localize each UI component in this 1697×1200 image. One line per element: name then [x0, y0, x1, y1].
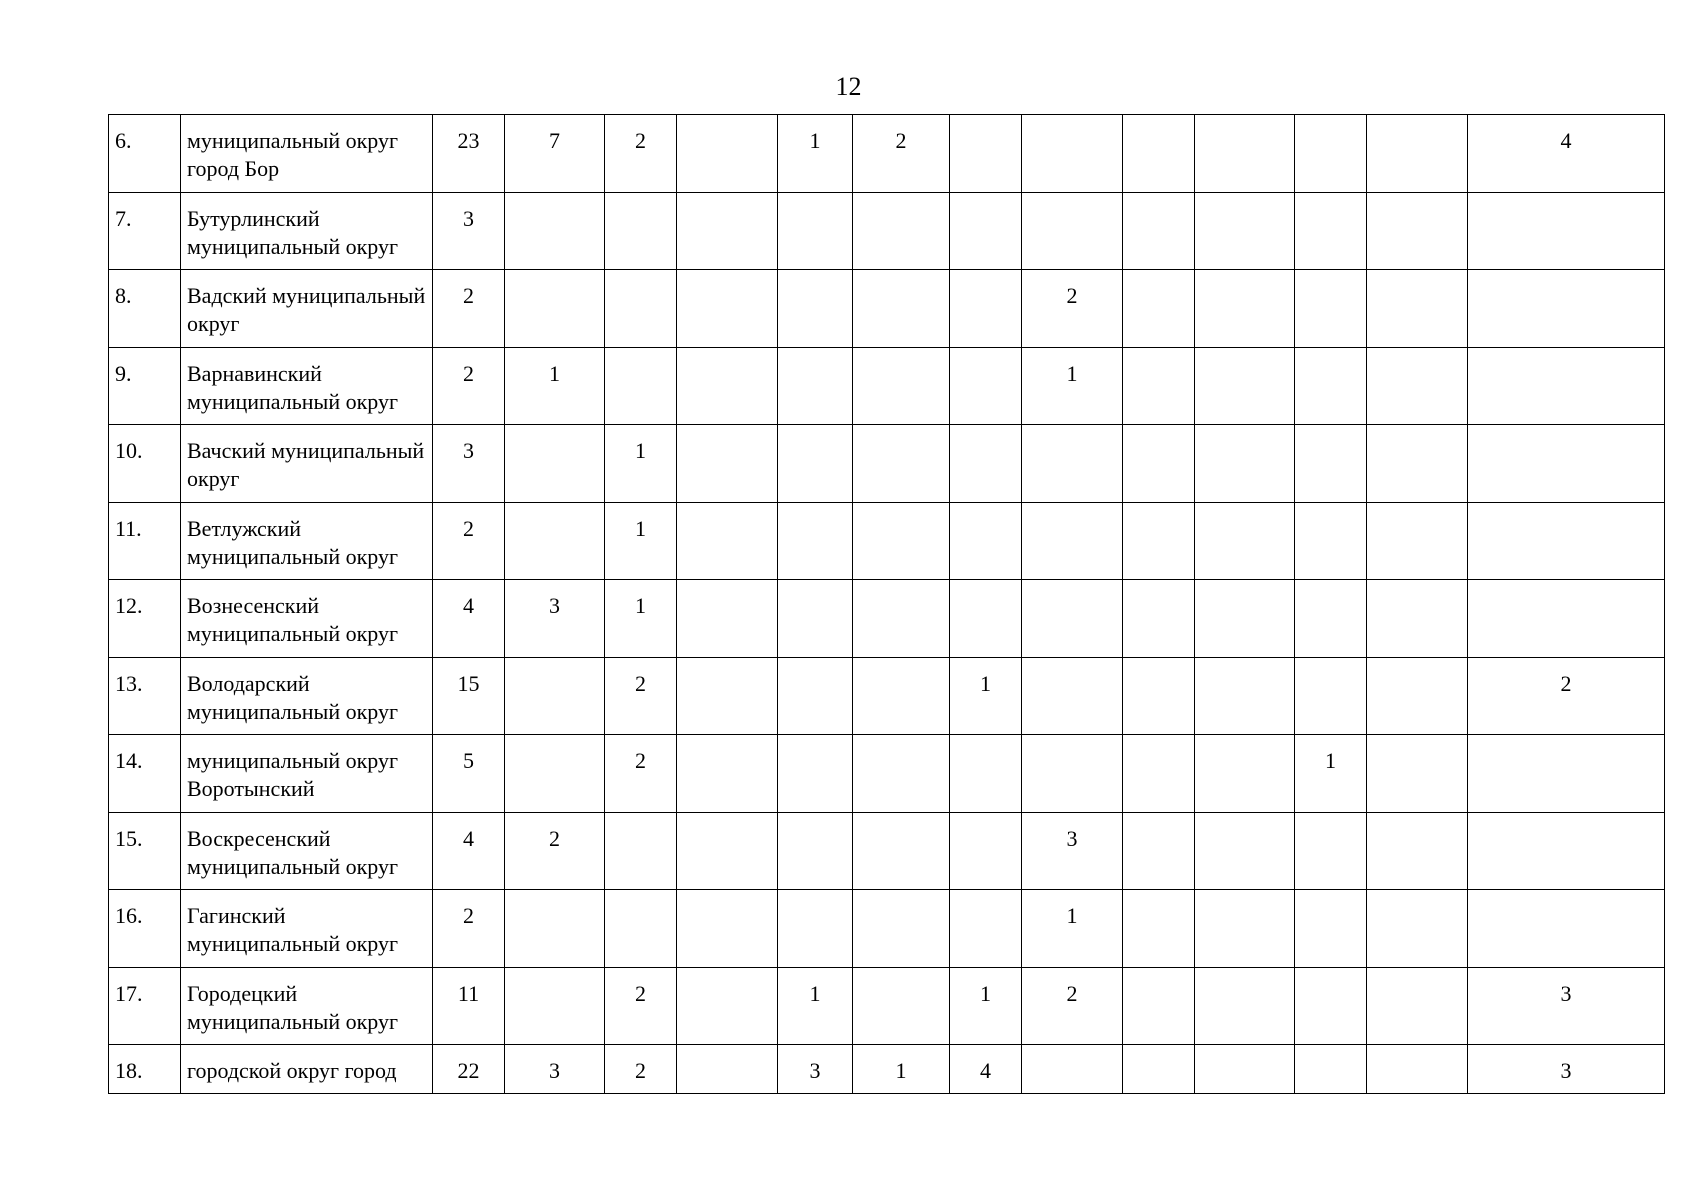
value-cell — [677, 502, 778, 580]
value-cell: 2 — [605, 967, 677, 1045]
value-cell — [1295, 270, 1367, 348]
value-cell — [1123, 1045, 1195, 1094]
value-cell — [1367, 812, 1468, 890]
value-cell — [950, 580, 1022, 658]
table-body — [109, 115, 1665, 1094]
value-cell: 3 — [505, 1045, 605, 1094]
value-cell: 4 — [433, 580, 505, 658]
value-cell: 2 — [605, 1045, 677, 1094]
value-cell: 3 — [1468, 1045, 1665, 1094]
value-cell — [1195, 347, 1295, 425]
value-cell: 3 — [505, 580, 605, 658]
value-cell — [1195, 115, 1295, 193]
value-cell — [677, 890, 778, 968]
value-cell — [677, 1045, 778, 1094]
value-cell — [778, 580, 853, 658]
table-row — [109, 425, 1665, 503]
value-cell — [1123, 657, 1195, 735]
municipality-name-cell: Вознесенский муниципальный округ — [181, 580, 433, 658]
municipality-name-cell: Городецкий муниципальный округ — [181, 967, 433, 1045]
table-row — [109, 735, 1665, 813]
value-cell — [1022, 1045, 1123, 1094]
value-cell: 4 — [433, 812, 505, 890]
value-cell — [1195, 502, 1295, 580]
table-row — [109, 1045, 1665, 1094]
table-row — [109, 192, 1665, 270]
value-cell — [505, 502, 605, 580]
value-cell — [1367, 502, 1468, 580]
value-cell — [677, 115, 778, 193]
value-cell: 2 — [605, 657, 677, 735]
value-cell — [853, 502, 950, 580]
value-cell: 2 — [433, 347, 505, 425]
row-number-cell: 7. — [109, 192, 181, 270]
value-cell: 5 — [433, 735, 505, 813]
value-cell — [1367, 192, 1468, 270]
value-cell — [605, 192, 677, 270]
value-cell — [778, 890, 853, 968]
table-row — [109, 270, 1665, 348]
row-number-cell: 15. — [109, 812, 181, 890]
value-cell — [778, 812, 853, 890]
value-cell: 3 — [1468, 967, 1665, 1045]
value-cell — [1367, 115, 1468, 193]
data-table — [108, 114, 1665, 1094]
value-cell — [950, 270, 1022, 348]
value-cell — [1195, 425, 1295, 503]
value-cell — [1468, 812, 1665, 890]
value-cell — [605, 812, 677, 890]
value-cell — [853, 347, 950, 425]
value-cell — [778, 347, 853, 425]
value-cell — [605, 347, 677, 425]
row-number-cell: 6. — [109, 115, 181, 193]
row-number-cell: 12. — [109, 580, 181, 658]
value-cell — [1022, 580, 1123, 658]
value-cell: 2 — [605, 115, 677, 193]
value-cell: 2 — [1022, 967, 1123, 1045]
value-cell — [778, 425, 853, 503]
value-cell — [1295, 580, 1367, 658]
value-cell: 23 — [433, 115, 505, 193]
value-cell: 3 — [778, 1045, 853, 1094]
page-number: 12 — [835, 72, 862, 101]
value-cell: 2 — [605, 735, 677, 813]
value-cell — [853, 270, 950, 348]
value-cell — [853, 580, 950, 658]
row-number-cell: 11. — [109, 502, 181, 580]
value-cell — [950, 425, 1022, 503]
value-cell — [605, 890, 677, 968]
row-number-cell: 9. — [109, 347, 181, 425]
value-cell — [1022, 657, 1123, 735]
value-cell — [1295, 347, 1367, 425]
value-cell — [1295, 657, 1367, 735]
municipality-name-cell: Володарский муниципальный округ — [181, 657, 433, 735]
value-cell: 1 — [950, 967, 1022, 1045]
value-cell — [853, 657, 950, 735]
value-cell: 1 — [1022, 347, 1123, 425]
municipality-name-cell: муниципальный округ город Бор — [181, 115, 433, 193]
value-cell — [853, 967, 950, 1045]
value-cell — [1367, 270, 1468, 348]
value-cell: 11 — [433, 967, 505, 1045]
value-cell: 4 — [1468, 115, 1665, 193]
value-cell: 15 — [433, 657, 505, 735]
value-cell — [1468, 580, 1665, 658]
table-row — [109, 812, 1665, 890]
value-cell — [605, 270, 677, 348]
municipality-name-cell: Гагинский муниципальный округ — [181, 890, 433, 968]
municipality-name-cell: Ветлужский муниципальный округ — [181, 502, 433, 580]
value-cell — [1468, 502, 1665, 580]
value-cell — [1123, 890, 1195, 968]
value-cell — [505, 270, 605, 348]
row-number-cell: 13. — [109, 657, 181, 735]
value-cell — [853, 890, 950, 968]
value-cell — [1123, 502, 1195, 580]
value-cell — [1367, 347, 1468, 425]
value-cell — [1367, 735, 1468, 813]
value-cell — [1022, 425, 1123, 503]
value-cell — [677, 735, 778, 813]
value-cell: 2 — [433, 270, 505, 348]
value-cell — [677, 192, 778, 270]
value-cell — [1022, 735, 1123, 813]
value-cell: 1 — [778, 967, 853, 1045]
value-cell: 2 — [505, 812, 605, 890]
value-cell — [1295, 890, 1367, 968]
value-cell — [1123, 192, 1195, 270]
row-number-cell: 18. — [109, 1045, 181, 1094]
value-cell — [1367, 1045, 1468, 1094]
value-cell — [950, 347, 1022, 425]
municipality-name-cell: Бутурлинский муниципальный округ — [181, 192, 433, 270]
value-cell — [677, 270, 778, 348]
value-cell — [1123, 812, 1195, 890]
value-cell — [1123, 347, 1195, 425]
row-number-cell: 10. — [109, 425, 181, 503]
value-cell — [1195, 657, 1295, 735]
value-cell: 3 — [433, 425, 505, 503]
value-cell — [505, 425, 605, 503]
value-cell — [1195, 580, 1295, 658]
value-cell — [1123, 580, 1195, 658]
table-row — [109, 115, 1665, 193]
value-cell — [1295, 502, 1367, 580]
value-cell: 2 — [853, 115, 950, 193]
table-row — [109, 347, 1665, 425]
value-cell: 4 — [950, 1045, 1022, 1094]
value-cell — [505, 967, 605, 1045]
value-cell — [778, 502, 853, 580]
value-cell — [1367, 967, 1468, 1045]
municipality-name-cell: Варнавинский муниципальный округ — [181, 347, 433, 425]
value-cell: 1 — [605, 502, 677, 580]
value-cell: 3 — [1022, 812, 1123, 890]
value-cell — [1367, 890, 1468, 968]
value-cell — [1195, 890, 1295, 968]
value-cell — [1195, 967, 1295, 1045]
value-cell — [677, 657, 778, 735]
value-cell: 1 — [1022, 890, 1123, 968]
value-cell — [1195, 270, 1295, 348]
value-cell — [1195, 1045, 1295, 1094]
value-cell — [853, 425, 950, 503]
value-cell: 3 — [433, 192, 505, 270]
row-number-cell: 8. — [109, 270, 181, 348]
value-cell: 7 — [505, 115, 605, 193]
value-cell — [853, 192, 950, 270]
value-cell — [1295, 425, 1367, 503]
value-cell — [950, 812, 1022, 890]
value-cell — [778, 192, 853, 270]
value-cell — [1468, 270, 1665, 348]
value-cell — [1022, 192, 1123, 270]
table-row — [109, 657, 1665, 735]
value-cell — [1195, 735, 1295, 813]
value-cell — [677, 580, 778, 658]
value-cell: 1 — [605, 580, 677, 658]
value-cell — [1295, 812, 1367, 890]
value-cell — [1367, 580, 1468, 658]
value-cell: 1 — [778, 115, 853, 193]
value-cell — [853, 812, 950, 890]
value-cell — [778, 657, 853, 735]
value-cell — [1022, 502, 1123, 580]
value-cell — [1123, 425, 1195, 503]
value-cell: 1 — [505, 347, 605, 425]
municipality-name-cell: Вачский муниципальный округ — [181, 425, 433, 503]
table-row — [109, 502, 1665, 580]
value-cell — [677, 812, 778, 890]
value-cell — [778, 270, 853, 348]
value-cell: 1 — [950, 657, 1022, 735]
value-cell — [1468, 192, 1665, 270]
municipality-name-cell: Вадский муниципальный округ — [181, 270, 433, 348]
value-cell — [1468, 735, 1665, 813]
row-number-cell: 14. — [109, 735, 181, 813]
value-cell — [1295, 1045, 1367, 1094]
value-cell — [1123, 270, 1195, 348]
value-cell: 1 — [1295, 735, 1367, 813]
value-cell — [677, 967, 778, 1045]
value-cell — [1123, 735, 1195, 813]
value-cell — [950, 735, 1022, 813]
value-cell — [950, 115, 1022, 193]
value-cell — [505, 657, 605, 735]
value-cell — [1468, 425, 1665, 503]
value-cell — [778, 735, 853, 813]
value-cell — [1367, 657, 1468, 735]
value-cell — [853, 735, 950, 813]
value-cell — [950, 502, 1022, 580]
value-cell — [1123, 967, 1195, 1045]
municipality-name-cell: городской округ город — [181, 1045, 433, 1094]
municipality-name-cell: Воскресенский муниципальный округ — [181, 812, 433, 890]
value-cell: 22 — [433, 1045, 505, 1094]
value-cell: 2 — [1468, 657, 1665, 735]
value-cell — [1468, 890, 1665, 968]
value-cell — [1022, 115, 1123, 193]
value-cell — [1195, 192, 1295, 270]
value-cell: 2 — [433, 502, 505, 580]
value-cell — [1367, 425, 1468, 503]
value-cell — [505, 735, 605, 813]
value-cell: 2 — [433, 890, 505, 968]
value-cell — [1123, 115, 1195, 193]
table-row — [109, 890, 1665, 968]
value-cell: 2 — [1022, 270, 1123, 348]
value-cell — [1295, 115, 1367, 193]
value-cell — [950, 192, 1022, 270]
value-cell — [505, 890, 605, 968]
table-row — [109, 580, 1665, 658]
value-cell — [950, 890, 1022, 968]
value-cell — [505, 192, 605, 270]
value-cell — [1295, 192, 1367, 270]
table-row — [109, 967, 1665, 1045]
value-cell — [1195, 812, 1295, 890]
value-cell: 1 — [853, 1045, 950, 1094]
row-number-cell: 16. — [109, 890, 181, 968]
value-cell — [1468, 347, 1665, 425]
value-cell: 1 — [605, 425, 677, 503]
value-cell — [1295, 967, 1367, 1045]
value-cell — [677, 347, 778, 425]
municipality-name-cell: муниципальный округ Воротынский — [181, 735, 433, 813]
value-cell — [677, 425, 778, 503]
row-number-cell: 17. — [109, 967, 181, 1045]
